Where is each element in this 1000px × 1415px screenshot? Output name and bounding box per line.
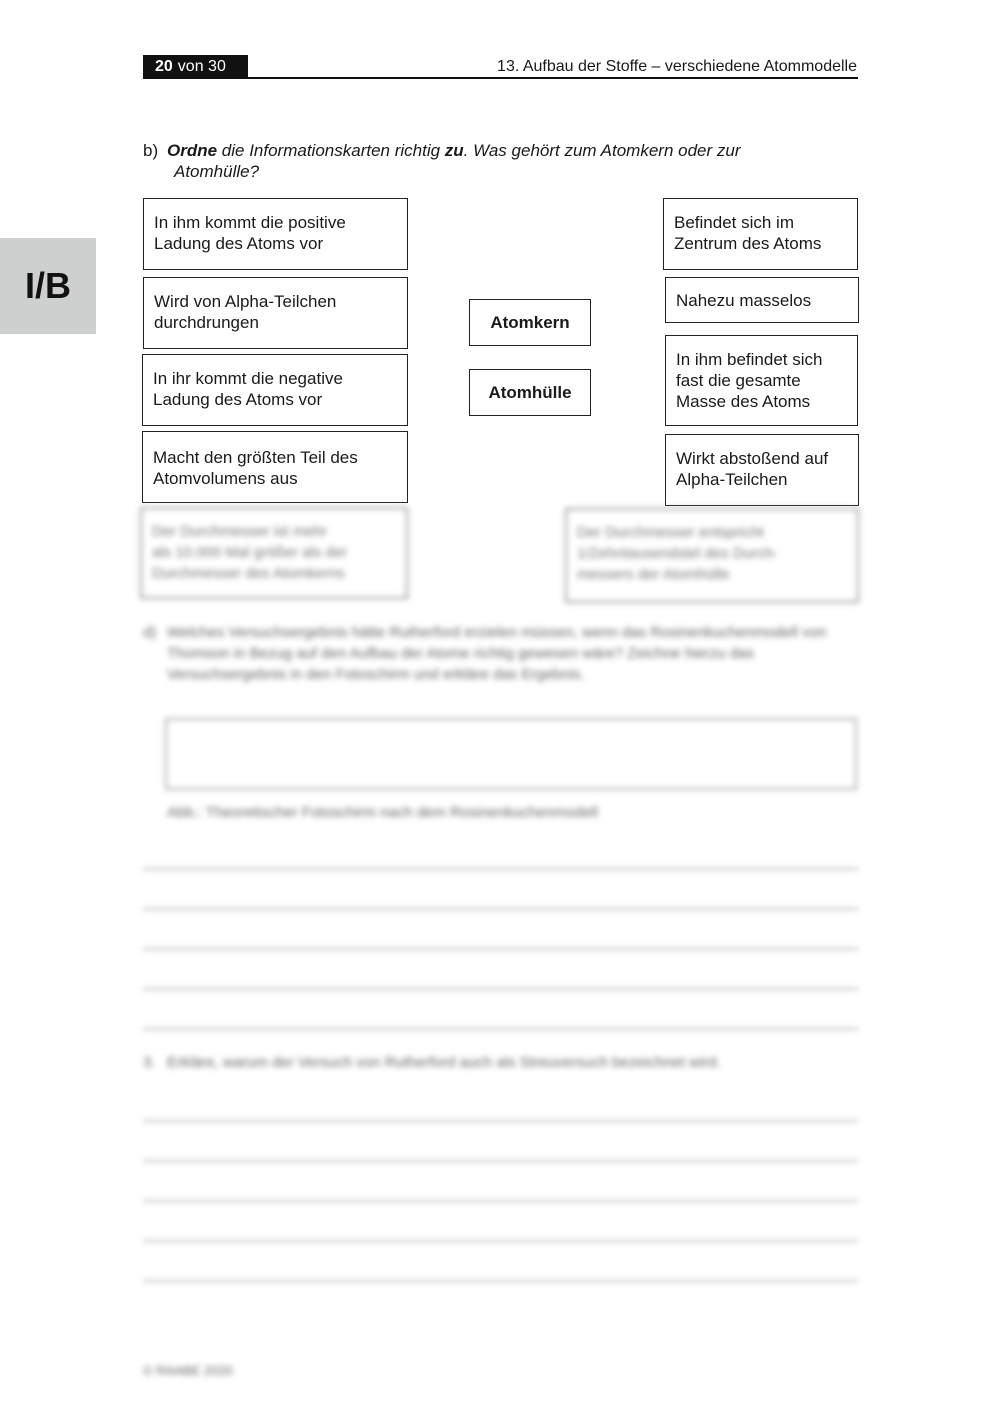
task-text: . Was gehört zum Atomkern oder zur — [463, 141, 741, 160]
footer-copyright: © RAABE 2020 — [143, 1363, 233, 1378]
info-card[interactable]: In ihm kommt die positive Ladung des Atoms vor — [143, 198, 408, 270]
info-card: Der Durchmesser ist mehr als 10.000 Mal größer als der Durchmesser des Atomkerns — [140, 507, 408, 599]
section-tab: I/B — [0, 238, 96, 334]
task-marker: b) — [143, 141, 159, 160]
answer-line[interactable] — [143, 948, 858, 950]
task-marker: 3. — [143, 1054, 156, 1071]
task-text-continued: Atomhülle? — [174, 162, 260, 181]
answer-line[interactable] — [143, 908, 858, 910]
blurred-region — [0, 470, 1000, 1415]
info-card[interactable]: Nahezu masselos — [665, 277, 859, 323]
task-verb-2: zu — [444, 141, 464, 160]
task-verb: Ordne — [167, 141, 218, 160]
task-text: die Informationskarten richtig — [217, 141, 445, 160]
info-card[interactable]: In ihm befindet sich fast die gesamte Masse des Atoms — [665, 335, 858, 426]
answer-box[interactable] — [165, 718, 857, 790]
info-card[interactable]: Befindet sich im Zentrum des Atoms — [663, 198, 858, 270]
document-title: 13. Aufbau der Stoffe – verschiedene Atommodelle — [497, 58, 857, 75]
info-card[interactable]: Macht den größten Teil des Atomvolumens aus — [142, 431, 408, 503]
info-card[interactable]: Wirkt abstoßend auf Alpha-Teilchen — [665, 434, 859, 506]
answer-line[interactable] — [143, 988, 858, 990]
task-marker: d) — [143, 624, 157, 641]
answer-line[interactable] — [143, 1200, 858, 1202]
info-card[interactable]: In ihr kommt die negative Ladung des Atoms vor — [142, 354, 408, 426]
answer-line[interactable] — [143, 1160, 858, 1162]
answer-line[interactable] — [143, 1240, 858, 1242]
header-divider — [143, 77, 858, 79]
answer-line[interactable] — [143, 1028, 858, 1030]
info-card[interactable]: Wird von Alpha-Teilchen durchdrungen — [143, 277, 408, 349]
page-number: 20 — [155, 58, 173, 75]
task-e-instruction: Erkläre, warum der Versuch von Rutherford auch als Streuversuch bezeichnet wird. — [167, 1054, 721, 1071]
answer-line[interactable] — [143, 1120, 858, 1122]
atomhuelle-target[interactable]: Atomhülle — [469, 369, 591, 416]
page-total: von 30 — [177, 58, 226, 75]
task-b-instruction — [143, 140, 858, 182]
answer-line[interactable] — [143, 1280, 858, 1282]
page-indicator — [143, 55, 248, 78]
answer-line[interactable] — [143, 868, 858, 870]
task-d-instruction: Welches Versuchsergebnis hätte Rutherford erzielen müssen, wenn das Rosinenkuchenmodell von Thomson in Bezug auf den Aufbau der Atome richtig gewesen wäre? Zeichne hierzu das Versuchsergebnis in den Fotoschirm und erkläre das Ergebnis. — [167, 624, 827, 683]
atomkern-target[interactable]: Atomkern — [469, 299, 591, 346]
figure-caption: Abb.: Theoretischer Fotoschirm nach dem Rosinenkuchenmodell — [167, 804, 598, 821]
info-card: Der Durchmesser entspricht 1/Zehntausendstel des Durch- messers der Atomhülle — [565, 508, 859, 603]
